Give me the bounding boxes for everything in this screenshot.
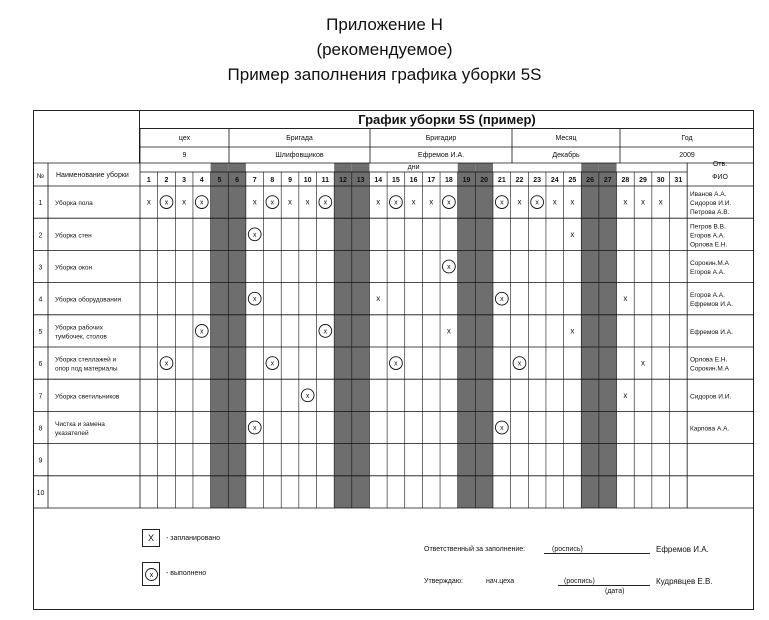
done-x-mark: x xyxy=(500,296,504,304)
responsible-label: Ответственный за заполнение: xyxy=(424,546,526,553)
weekend-column xyxy=(599,163,617,508)
done-x-mark: x xyxy=(200,199,204,207)
row-number: 4 xyxy=(38,296,43,304)
legend-planned-box xyxy=(142,529,160,547)
planned-x-mark: x xyxy=(623,294,628,304)
row-number: 6 xyxy=(38,361,43,369)
appendix-subtitle: (рекомендуемое) xyxy=(316,40,453,59)
done-x-mark: x xyxy=(164,360,169,368)
weekend-column xyxy=(475,163,493,508)
planned-x-mark: x xyxy=(641,197,646,207)
done-x-mark: x xyxy=(252,296,257,304)
day-number: 19 xyxy=(462,177,471,184)
legend-done-box xyxy=(142,562,160,586)
day-number: 7 xyxy=(252,177,257,184)
legend-done-label: - выполнено xyxy=(166,570,207,577)
task-name: опор под материалы xyxy=(55,365,118,373)
done-x-mark: x xyxy=(323,199,328,207)
day-number: 23 xyxy=(533,177,542,184)
planned-x-mark: x xyxy=(376,294,381,304)
responsible-person: Егоров А.А. xyxy=(690,232,725,240)
done-x-mark: x xyxy=(305,392,310,400)
responsible-person: Сорокин.М.А xyxy=(690,365,729,373)
responsible-person: Орлова Е.Н. xyxy=(690,356,728,364)
day-number: 10 xyxy=(303,177,312,184)
task-name: Уборка светильников xyxy=(55,393,120,401)
task-name: тумбочек, столов xyxy=(55,333,107,341)
info-value: Декабрь xyxy=(552,152,580,159)
day-number: 12 xyxy=(339,177,347,184)
done-x-mark: x xyxy=(447,264,451,271)
day-number: 21 xyxy=(497,177,506,184)
row-number: 1 xyxy=(38,200,43,208)
approve-role: нач.цеха xyxy=(486,578,515,585)
col-fio-header: ФИО xyxy=(712,174,728,181)
done-x-mark: x xyxy=(252,231,257,239)
col-no-header: № xyxy=(36,173,45,180)
day-number: 31 xyxy=(674,177,683,184)
day-number: 30 xyxy=(656,177,665,184)
done-x-mark: x xyxy=(517,360,522,368)
task-name: Чистка и замена xyxy=(55,421,105,428)
row-number: 5 xyxy=(38,328,43,336)
task-name: Уборка окон xyxy=(55,264,93,272)
done-x-mark: x xyxy=(500,425,504,432)
task-name: Уборка стеллажей и xyxy=(55,356,117,364)
done-x-mark: x xyxy=(200,328,204,336)
planned-x-mark: x xyxy=(570,229,575,239)
schedule-title: График уборки 5S (пример) xyxy=(140,110,754,129)
row-number: 10 xyxy=(36,489,45,497)
responsible-person: Егоров А.А. xyxy=(690,269,725,276)
row-number: 8 xyxy=(38,425,43,433)
planned-x-mark: x xyxy=(623,197,628,207)
done-x-mark: x xyxy=(252,425,257,432)
planned-x-mark: x xyxy=(305,197,310,207)
circled-x-icon xyxy=(143,563,161,587)
date-label: (дата) xyxy=(605,588,625,595)
days-label: дни xyxy=(407,164,420,171)
responsible-person: Сидоров И.И. xyxy=(690,393,732,401)
day-number: 14 xyxy=(374,177,383,184)
weekend-column xyxy=(211,163,229,508)
day-number: 27 xyxy=(603,177,612,184)
approve-sign: (роспись) xyxy=(564,578,595,585)
responsible-person: Орлова Е.Н. xyxy=(690,241,728,249)
done-x-mark: x xyxy=(535,199,539,207)
done-x-mark: x xyxy=(394,199,398,207)
approve-sign-line xyxy=(558,585,650,586)
task-name: Уборка пола xyxy=(55,200,93,208)
planned-x-mark: x xyxy=(252,197,257,207)
appendix-title: Приложение Н xyxy=(326,15,443,34)
planned-x-mark: x xyxy=(182,197,187,207)
row-number: 3 xyxy=(38,264,43,272)
planned-x-mark: x xyxy=(288,197,293,207)
day-number: 24 xyxy=(550,177,559,184)
document-title: Пример заполнения графика уборки 5S xyxy=(227,65,542,84)
row-number: 2 xyxy=(38,232,43,240)
done-x-mark: x xyxy=(323,328,328,336)
planned-x-mark: x xyxy=(641,358,646,368)
task-name: Уборка рабочих xyxy=(55,324,104,332)
day-number: 11 xyxy=(321,177,330,184)
planned-x-mark: x xyxy=(146,197,151,207)
day-number: 13 xyxy=(356,177,365,184)
approve-name: Кудрявцев Е.В. xyxy=(656,577,713,586)
planned-x-mark: x xyxy=(411,197,416,207)
day-number: 22 xyxy=(515,177,524,184)
done-x-mark: x xyxy=(270,360,275,368)
day-number: 18 xyxy=(444,177,453,184)
responsible-sign-line xyxy=(544,553,650,554)
info-value: 9 xyxy=(182,152,187,159)
day-number: 25 xyxy=(568,177,577,184)
legend-planned-symbol: X xyxy=(147,533,154,543)
day-number: 4 xyxy=(199,177,204,184)
planned-x-mark: x xyxy=(446,326,451,336)
day-number: 29 xyxy=(639,177,647,184)
day-number: 16 xyxy=(409,177,418,184)
planned-x-mark: x xyxy=(552,197,557,207)
planned-x-mark: x xyxy=(658,197,663,207)
info-value: Ефремов И.А. xyxy=(417,152,465,159)
row-number: 7 xyxy=(38,393,43,401)
info-header: Бригадир xyxy=(425,135,457,142)
done-x-mark: x xyxy=(164,199,169,207)
responsible-person: Ефремов И.А. xyxy=(690,301,733,309)
day-number: 1 xyxy=(146,177,151,184)
planned-x-mark: x xyxy=(376,197,381,207)
svg-text:x: x xyxy=(149,572,154,579)
responsible-person: Карпова А.А. xyxy=(690,425,730,433)
responsible-person: Сидоров И.И. xyxy=(690,200,732,208)
day-number: 2 xyxy=(164,177,169,184)
day-number: 8 xyxy=(270,177,275,184)
day-number: 20 xyxy=(480,177,489,184)
weekend-column xyxy=(458,163,476,508)
weekend-column xyxy=(228,163,246,508)
day-number: 9 xyxy=(288,177,292,184)
planned-x-mark: x xyxy=(429,197,434,207)
responsible-name: Ефремов И.А. xyxy=(656,545,709,554)
col-name-header: Наименование уборки xyxy=(56,172,129,179)
responsible-person: Петров В.В. xyxy=(690,223,726,231)
responsible-person: Егоров А.А. xyxy=(690,292,725,300)
weekend-column xyxy=(581,163,599,508)
info-header: Год xyxy=(681,135,693,142)
day-number: 6 xyxy=(235,177,240,184)
done-x-mark: x xyxy=(500,199,504,207)
planned-x-mark: x xyxy=(517,197,522,207)
day-number: 28 xyxy=(621,177,630,184)
done-x-mark: x xyxy=(447,199,451,207)
done-x-mark: x xyxy=(394,360,398,368)
day-number: 26 xyxy=(586,177,594,184)
responsible-sign: (роспись) xyxy=(552,546,583,553)
approve-label: Утверждаю: xyxy=(424,578,463,585)
info-header: Месяц xyxy=(555,135,577,142)
weekend-column xyxy=(352,163,370,508)
planned-x-mark: x xyxy=(570,197,575,207)
task-name: Уборка оборудования xyxy=(55,296,122,304)
responsible-person: Сорокин.М.А xyxy=(690,260,729,267)
day-number: 17 xyxy=(427,177,436,184)
day-number: 3 xyxy=(182,177,187,184)
planned-x-mark: x xyxy=(623,390,628,400)
responsible-person: Иванов А.А. xyxy=(690,191,727,199)
col-resp-header: Отв. xyxy=(712,161,728,168)
done-x-mark: x xyxy=(270,199,275,207)
info-header: цех xyxy=(178,135,191,142)
info-value: Шлифовщиков xyxy=(275,152,324,159)
info-value: 2009 xyxy=(679,152,695,159)
info-header: Бригада xyxy=(286,135,313,142)
planned-x-mark: x xyxy=(570,326,575,336)
weekend-column xyxy=(334,163,352,508)
responsible-person: Петрова А.В. xyxy=(690,209,730,217)
responsible-person: Ефремов И.А. xyxy=(690,328,733,336)
legend-planned-label: - запланировано xyxy=(166,535,221,542)
task-name: Уборка стен xyxy=(55,232,92,240)
row-number: 9 xyxy=(38,457,43,465)
day-number: 5 xyxy=(217,177,222,184)
day-number: 15 xyxy=(392,177,400,184)
task-name: указателей xyxy=(55,430,89,437)
